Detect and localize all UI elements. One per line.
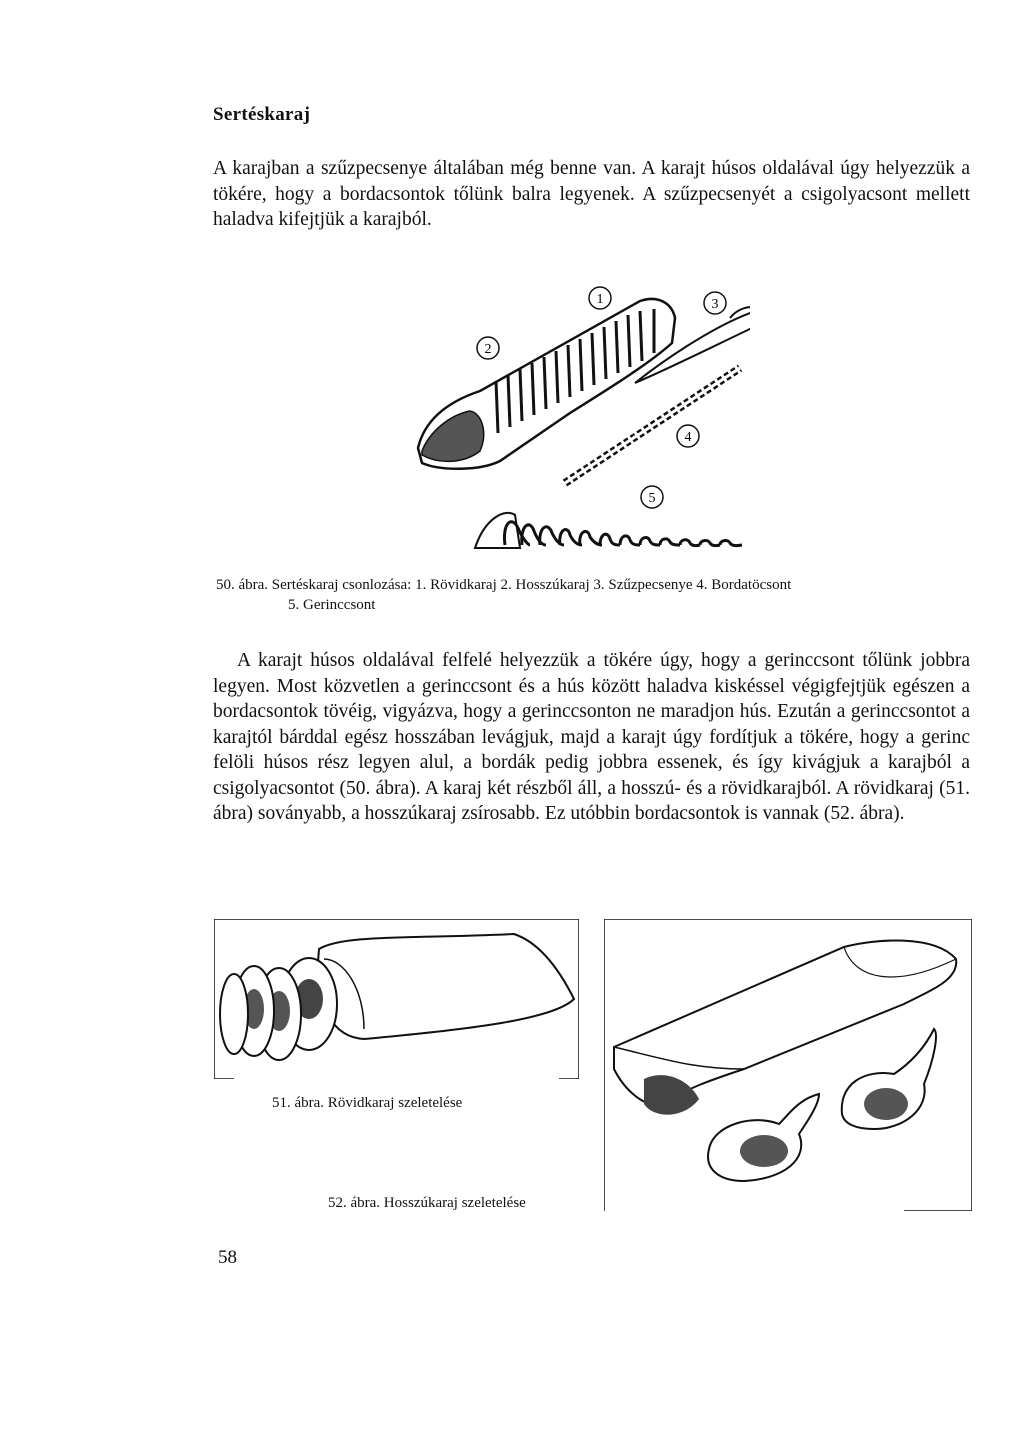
figure-51-caption: 51. ábra. Rövidkaraj szeletelése xyxy=(272,1095,463,1111)
page-number: 58 xyxy=(218,1247,237,1268)
figure-50-caption-line1: 50. ábra. Sertéskaraj csonlozása: 1. Rövidkaraj 2. Hosszúkaraj 3. Szűzpecsenye 4. Bordatöcsont xyxy=(216,577,792,593)
figure-50-illustration xyxy=(410,283,750,558)
figure-50-caption xyxy=(216,575,976,615)
figure-50-caption-line2: 5. Gerinccsont xyxy=(288,597,376,613)
section-heading: Sertéskaraj xyxy=(213,104,311,125)
figure-52-illustration xyxy=(604,919,972,1211)
label-2: 2 xyxy=(484,342,492,357)
label-4: 4 xyxy=(684,430,692,445)
label-1: 1 xyxy=(596,292,604,307)
label-3: 3 xyxy=(711,297,719,312)
figure-51-illustration xyxy=(214,919,579,1079)
label-5: 5 xyxy=(648,491,656,506)
paragraph-main: A karajt húsos oldalával felfelé helyezzük a tökére úgy, hogy a gerinccsont tőlünk jobbra legyen. Most közvetlen a gerinccsont és a hús között haladva kiskéssel végigfejtjük egészen a bordacsontok tövéig, vigyázva, hogy a gerinccsonton ne maradjon hús. Ezután a gerinccsontot a karajtól bárddal egész hosszában levágjuk, majd a karajt úgy fordítjuk a tökére, hogy a gerinc felöli húsos rész legyen alul, a bordák pedig jobbra essenek, és így kivágjuk a karajból a csigolyacsontot (50. ábra). A karaj két részből áll, a hosszú- és a rövidkarajból. A rövidkaraj (51. ábra) soványabb, a hosszúkaraj zsírosabb. Ez utóbbin bordacsontok is vannak (52. ábra). xyxy=(213,650,970,824)
figure-52-caption: 52. ábra. Hosszúkaraj szeletelése xyxy=(328,1195,526,1211)
paragraph-intro: A karajban a szűzpecsenye általában még benne van. A karajt húsos oldalával úgy helyezzük a tökére, hogy a bordacsontok tőlünk balra legyenek. A szűzpecsenyét a csigolyacsont mellett haladva kifejtjük a karajból. xyxy=(213,158,970,230)
